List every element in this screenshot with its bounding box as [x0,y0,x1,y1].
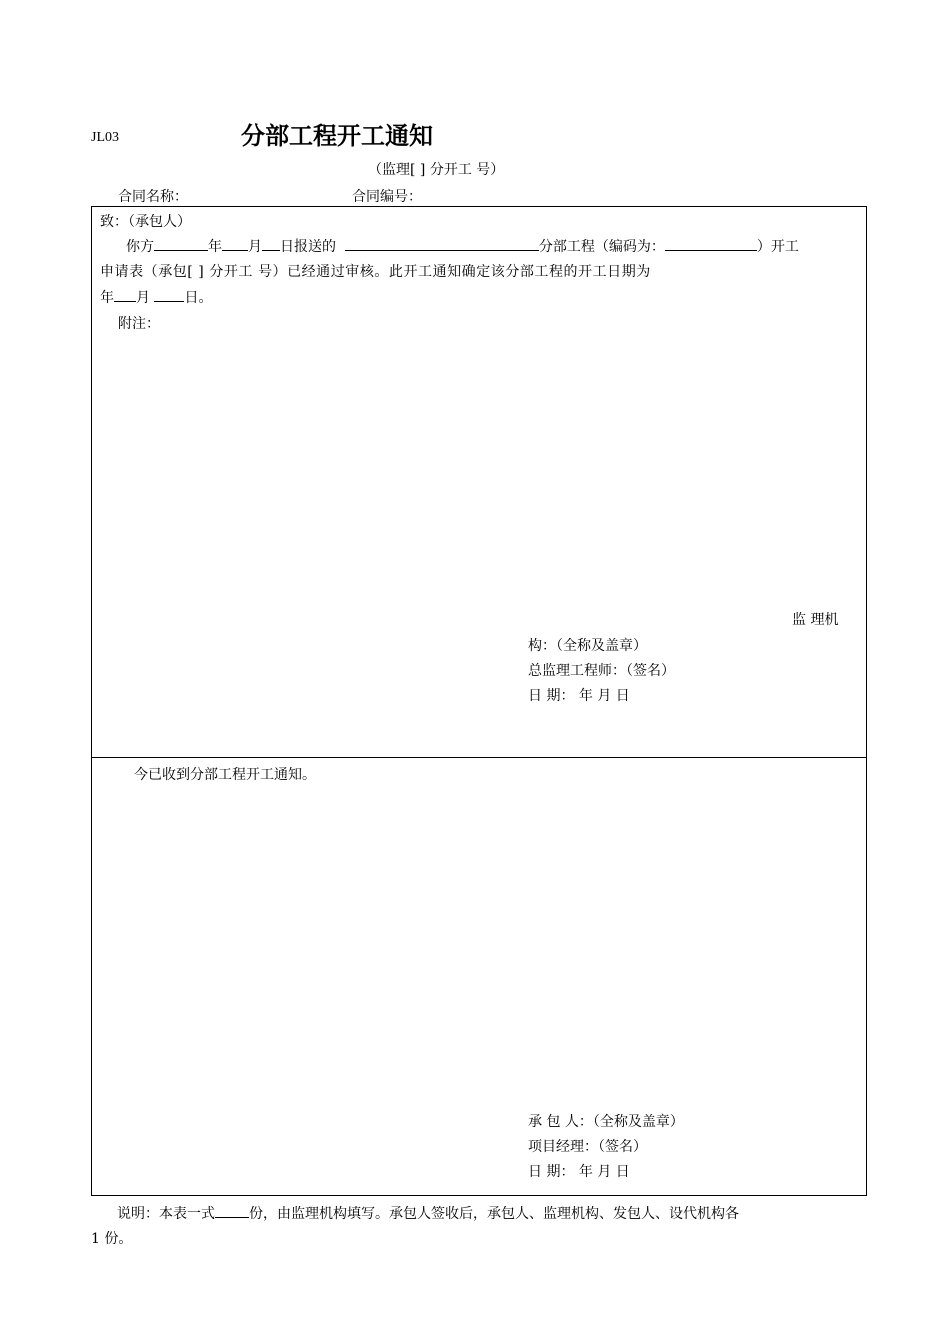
contractor-seal: 承 包 人：（全称及盖章） [528,1114,684,1130]
form-code: JL03 [91,130,119,145]
notice-subproject-text: 分部工程（编码为： [538,239,665,255]
blank-start-day[interactable] [154,287,184,302]
supervisor-org-label: 监 理机 [792,612,839,628]
supervisor-org-seal: 构：（全称及盖章） [528,638,647,654]
blank-year[interactable] [154,236,208,251]
blank-subproject-code[interactable] [665,236,757,251]
start-day-text: 日。 [184,290,213,306]
blank-copies[interactable] [215,1203,249,1218]
project-manager-signature: 项目经理：（签名） [528,1139,647,1155]
notice-line-1 [126,236,799,256]
form-number-line: （监理[ ] 分开工 号） [368,162,505,178]
receipt-date-line: 日 期： 年 月 日 [528,1164,630,1180]
notice-month-text: 月 [248,239,262,255]
blank-month[interactable] [222,236,248,251]
remark-label: 附注： [118,316,160,332]
recipient-line: 致：（承包人） [100,214,191,230]
contract-number-label: 合同编号： [352,189,422,205]
form-table [91,206,867,1196]
blank-subproject-name[interactable] [345,236,539,251]
notice-line-2: 申请表（承包[ ] 分开工 号）已经通过审核。此开工通知确定该分部工程的开工日期为 [100,264,651,280]
footer-note [91,1202,861,1252]
blank-day[interactable] [262,236,280,251]
footer-note-line-2: 1 份。 [91,1231,133,1247]
chief-engineer-signature: 总监理工程师：（签名） [528,663,675,679]
start-month-text: 月 [136,290,150,306]
contract-name-label: 合同名称： [118,189,188,205]
blank-start-month[interactable] [114,287,136,302]
notice-you-text: 你方 [126,239,154,255]
footer-note-line-1 [91,1202,861,1227]
page-title: 分部工程开工通知 [241,122,433,150]
section-divider [92,757,866,758]
notice-date-line: 日 期： 年 月 日 [528,688,630,704]
receipt-text: 今已收到分部工程开工通知。 [134,767,316,783]
footer-note-part-1: 说明：本表一式 [117,1206,215,1222]
start-year-text: 年 [100,290,114,306]
notice-year-text: 年 [208,239,222,255]
notice-line-3 [100,287,212,307]
notice-start-text: ）开工 [756,239,799,255]
notice-day-sent-text: 日报送的 [280,239,336,255]
footer-note-part-2: 份，由监理机构填写。承包人签收后，承包人、监理机构、发包人、设代机构各 [249,1206,739,1222]
